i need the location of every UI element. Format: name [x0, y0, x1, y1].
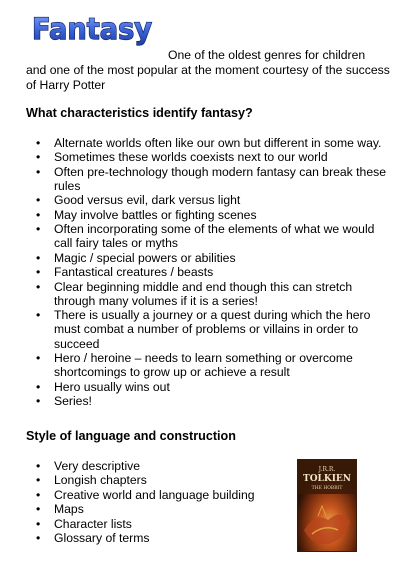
list-item: • Series!	[26, 394, 396, 408]
list-item: • Creative world and language building	[26, 488, 286, 502]
list-item: • There is usually a journey or a quest during which the hero must combat a number of problems or villains in order to succeed	[26, 308, 396, 351]
style-heading: Style of language and construction	[26, 429, 236, 443]
intro-line-rest: and one of the most popular at the moment courtesy of the success of Harry Potter	[26, 63, 390, 92]
style-list	[26, 459, 286, 545]
list-item: • Maps	[26, 502, 286, 516]
characteristics-list	[26, 136, 396, 408]
list-item: • Clear beginning middle and end though this can stretch through many volumes if it is a series!	[26, 280, 396, 308]
cover-author-name: TOLKIEN	[303, 474, 351, 484]
list-item: • Sometimes these worlds coexists next to our world	[26, 150, 396, 164]
list-item: • Character lists	[26, 517, 286, 531]
list-item: • Fantastical creatures / beasts	[26, 265, 396, 279]
list-item: • Hero usually wins out	[26, 380, 396, 394]
characteristics-heading: What characteristics identify fantasy?	[26, 106, 253, 120]
fantasy-wordart-title	[30, 10, 154, 46]
hobbit-book-cover-image	[297, 459, 357, 552]
intro-paragraph	[26, 48, 398, 93]
list-item: • Often pre-technology though modern fantasy can break these rules	[26, 165, 396, 193]
list-item: • Often incorporating some of the elements of what we would call fairy tales or myths	[26, 222, 396, 250]
list-item: • Very descriptive	[26, 459, 286, 473]
cover-author-initials: J.R.R.	[318, 466, 336, 473]
list-item: • Hero / heroine – needs to learn something or overcome shortcomings to grow up or achieve a result	[26, 351, 396, 379]
cover-book-title: THE HOBBIT	[311, 486, 343, 491]
list-item: • Magic / special powers or abilities	[26, 251, 396, 265]
list-item: • Alternate worlds often like our own but different in some way.	[26, 136, 396, 150]
intro-line-1: One of the oldest genres for children	[168, 48, 366, 62]
list-item: • Longish chapters	[26, 473, 286, 487]
list-item: • May involve battles or fighting scenes	[26, 208, 396, 222]
list-item: • Glossary of terms	[26, 531, 286, 545]
list-item: • Good versus evil, dark versus light	[26, 193, 396, 207]
title-text: Fantasy	[32, 12, 153, 46]
